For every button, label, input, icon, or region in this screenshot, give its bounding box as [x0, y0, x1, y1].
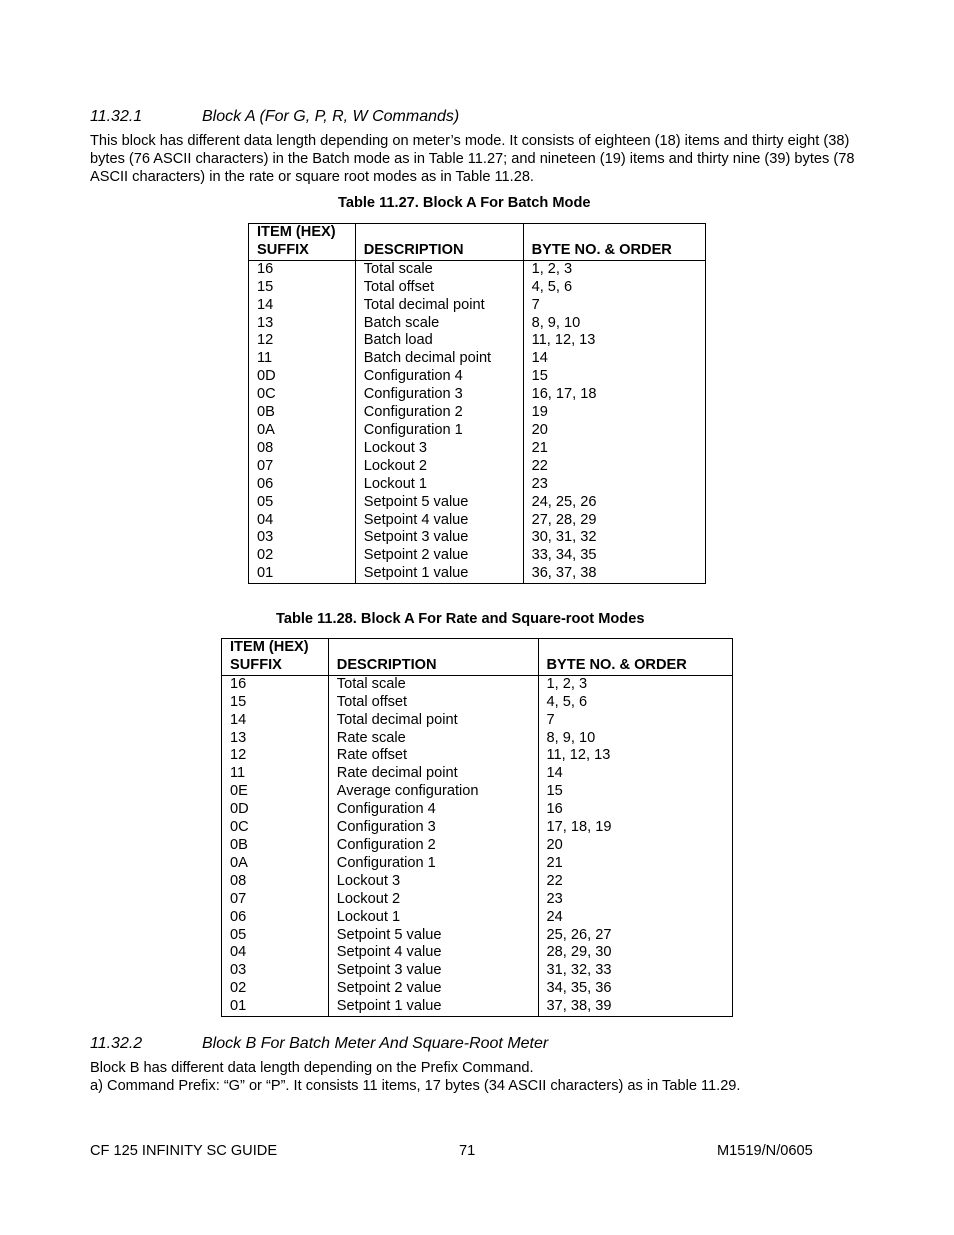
- cell-description: Configuration 3: [328, 819, 538, 837]
- cell-description: Setpoint 5 value: [328, 927, 538, 945]
- cell-item-suffix: 06: [222, 909, 329, 927]
- cell-description: Configuration 1: [328, 855, 538, 873]
- cell-description: Lockout 1: [355, 476, 523, 494]
- cell-byte-order: 24, 25, 26: [523, 494, 705, 512]
- cell-item-suffix: 15: [222, 694, 329, 712]
- cell-byte-order: 22: [523, 458, 705, 476]
- cell-byte-order: 1, 2, 3: [523, 260, 705, 278]
- cell-byte-order: 15: [523, 368, 705, 386]
- cell-item-suffix: 08: [249, 440, 356, 458]
- cell-description: Configuration 2: [328, 837, 538, 855]
- cell-item-suffix: 03: [249, 529, 356, 547]
- cell-description: Lockout 2: [355, 458, 523, 476]
- cell-byte-order: 27, 28, 29: [523, 512, 705, 530]
- cell-byte-order: 17, 18, 19: [538, 819, 732, 837]
- table-row: [249, 476, 706, 494]
- table-row: [222, 783, 733, 801]
- table-row: [222, 730, 733, 748]
- section-line-1: Block B has different data length depending on the Prefix Command.: [90, 1060, 534, 1076]
- table-row: [249, 404, 706, 422]
- cell-byte-order: 4, 5, 6: [523, 279, 705, 297]
- column-header-description: DESCRIPTION: [355, 224, 523, 261]
- table-row: [222, 998, 733, 1016]
- cell-item-suffix: 14: [222, 712, 329, 730]
- table-row: [249, 332, 706, 350]
- cell-description: Batch load: [355, 332, 523, 350]
- cell-description: Setpoint 4 value: [355, 512, 523, 530]
- cell-item-suffix: 0C: [222, 819, 329, 837]
- cell-byte-order: 15: [538, 783, 732, 801]
- table-11-28: [221, 638, 733, 1017]
- cell-byte-order: 19: [523, 404, 705, 422]
- table-row: [222, 747, 733, 765]
- cell-item-suffix: 04: [249, 512, 356, 530]
- cell-description: Setpoint 2 value: [355, 547, 523, 565]
- column-header-byte-order: BYTE NO. & ORDER: [523, 224, 705, 261]
- table-row: [249, 565, 706, 583]
- cell-byte-order: 20: [523, 422, 705, 440]
- column-header-description: DESCRIPTION: [328, 639, 538, 676]
- cell-item-suffix: 16: [222, 675, 329, 693]
- table-row: [249, 494, 706, 512]
- section-number: 11.32.2: [90, 1035, 143, 1052]
- cell-item-suffix: 11: [249, 350, 356, 368]
- cell-byte-order: 22: [538, 873, 732, 891]
- cell-byte-order: 25, 26, 27: [538, 927, 732, 945]
- cell-item-suffix: 13: [249, 315, 356, 333]
- cell-description: Setpoint 5 value: [355, 494, 523, 512]
- table-row: [222, 944, 733, 962]
- cell-byte-order: 36, 37, 38: [523, 565, 705, 583]
- table-row: [222, 675, 733, 693]
- cell-description: Configuration 1: [355, 422, 523, 440]
- cell-description: Total offset: [355, 279, 523, 297]
- cell-description: Configuration 2: [355, 404, 523, 422]
- cell-item-suffix: 0A: [249, 422, 356, 440]
- header-item-line2: SUFFIX: [230, 656, 282, 673]
- cell-byte-order: 14: [523, 350, 705, 368]
- cell-byte-order: 16: [538, 801, 732, 819]
- table-row: [249, 297, 706, 315]
- cell-byte-order: 24: [538, 909, 732, 927]
- table-caption-11-28: Table 11.28. Block A For Rate and Square-root Modes: [276, 611, 645, 627]
- cell-description: Rate decimal point: [328, 765, 538, 783]
- cell-item-suffix: 04: [222, 944, 329, 962]
- cell-item-suffix: 02: [222, 980, 329, 998]
- section-title: Block A (For G, P, R, W Commands): [202, 108, 460, 125]
- cell-byte-order: 1, 2, 3: [538, 675, 732, 693]
- cell-description: Configuration 3: [355, 386, 523, 404]
- cell-byte-order: 8, 9, 10: [523, 315, 705, 333]
- section-heading-11-32-2: [90, 1035, 548, 1053]
- table-row: [222, 837, 733, 855]
- cell-description: Average configuration: [328, 783, 538, 801]
- table-row: [249, 422, 706, 440]
- cell-description: Total offset: [328, 694, 538, 712]
- cell-byte-order: 23: [523, 476, 705, 494]
- table-row: [249, 529, 706, 547]
- section-line-2: a) Command Prefix: “G” or “P”. It consists 11 items, 17 bytes (34 ASCII characters) as in Table 11.29.: [90, 1078, 741, 1094]
- cell-byte-order: 16, 17, 18: [523, 386, 705, 404]
- cell-byte-order: 34, 35, 36: [538, 980, 732, 998]
- header-item-line2: SUFFIX: [257, 241, 309, 258]
- cell-item-suffix: 01: [222, 998, 329, 1016]
- table-row: [249, 512, 706, 530]
- cell-byte-order: 33, 34, 35: [523, 547, 705, 565]
- cell-item-suffix: 03: [222, 962, 329, 980]
- cell-item-suffix: 13: [222, 730, 329, 748]
- cell-byte-order: 11, 12, 13: [523, 332, 705, 350]
- table-row: [222, 962, 733, 980]
- cell-description: Setpoint 2 value: [328, 980, 538, 998]
- footer-page-number: 71: [459, 1143, 476, 1159]
- cell-description: Setpoint 4 value: [328, 944, 538, 962]
- header-item-line1: ITEM (HEX): [230, 639, 309, 655]
- section-heading-11-32-1: [90, 108, 459, 126]
- cell-byte-order: 37, 38, 39: [538, 998, 732, 1016]
- cell-byte-order: 30, 31, 32: [523, 529, 705, 547]
- cell-byte-order: 7: [538, 712, 732, 730]
- table-row: [249, 458, 706, 476]
- header-item-line1: ITEM (HEX): [257, 224, 336, 240]
- footer-doc-title: CF 125 INFINITY SC GUIDE: [90, 1143, 278, 1159]
- column-header-item: [222, 639, 329, 676]
- table-row: [249, 440, 706, 458]
- table-row: [222, 765, 733, 783]
- cell-description: Setpoint 3 value: [328, 962, 538, 980]
- table-row: [222, 801, 733, 819]
- cell-item-suffix: 05: [222, 927, 329, 945]
- cell-item-suffix: 07: [222, 891, 329, 909]
- table-caption-11-27: Table 11.27. Block A For Batch Mode: [338, 195, 591, 211]
- cell-description: Batch decimal point: [355, 350, 523, 368]
- cell-item-suffix: 0A: [222, 855, 329, 873]
- table-row: [222, 712, 733, 730]
- cell-item-suffix: 16: [249, 260, 356, 278]
- cell-description: Setpoint 1 value: [355, 565, 523, 583]
- cell-byte-order: 4, 5, 6: [538, 694, 732, 712]
- cell-item-suffix: 15: [249, 279, 356, 297]
- cell-byte-order: 23: [538, 891, 732, 909]
- cell-description: Total scale: [328, 675, 538, 693]
- cell-item-suffix: 01: [249, 565, 356, 583]
- table-row: [249, 279, 706, 297]
- table-row: [222, 927, 733, 945]
- cell-item-suffix: 14: [249, 297, 356, 315]
- cell-byte-order: 31, 32, 33: [538, 962, 732, 980]
- cell-byte-order: 28, 29, 30: [538, 944, 732, 962]
- cell-byte-order: 14: [538, 765, 732, 783]
- section-paragraph: This block has different data length depending on meter’s mode. It consists of eighteen (18) items and thirty eight (38) bytes (76 ASCII characters) in the Batch mode as in Table 11.27; and nineteen (19) items and thirty nine (39) bytes (78 ASCII characters) in the rate or square root modes as in Table 11.28.: [90, 133, 855, 185]
- cell-item-suffix: 0B: [249, 404, 356, 422]
- column-header-item: [249, 224, 356, 261]
- cell-byte-order: 21: [523, 440, 705, 458]
- cell-description: Configuration 4: [328, 801, 538, 819]
- cell-item-suffix: 02: [249, 547, 356, 565]
- section-title: Block B For Batch Meter And Square-Root Meter: [202, 1035, 549, 1052]
- section-number: 11.32.1: [90, 108, 143, 125]
- cell-byte-order: 8, 9, 10: [538, 730, 732, 748]
- cell-byte-order: 21: [538, 855, 732, 873]
- cell-item-suffix: 0C: [249, 386, 356, 404]
- cell-item-suffix: 07: [249, 458, 356, 476]
- cell-description: Total decimal point: [355, 297, 523, 315]
- cell-description: Lockout 2: [328, 891, 538, 909]
- table-row: [222, 819, 733, 837]
- table-row: [222, 909, 733, 927]
- table-row: [222, 891, 733, 909]
- cell-item-suffix: 0D: [249, 368, 356, 386]
- table-row: [249, 547, 706, 565]
- cell-description: Setpoint 1 value: [328, 998, 538, 1016]
- table-row: [249, 350, 706, 368]
- cell-description: Lockout 3: [328, 873, 538, 891]
- cell-description: Configuration 4: [355, 368, 523, 386]
- cell-description: Batch scale: [355, 315, 523, 333]
- table-row: [222, 694, 733, 712]
- table-row: [249, 315, 706, 333]
- cell-item-suffix: 06: [249, 476, 356, 494]
- table-11-27: [248, 223, 706, 584]
- table-row: [249, 368, 706, 386]
- cell-item-suffix: 08: [222, 873, 329, 891]
- cell-byte-order: 11, 12, 13: [538, 747, 732, 765]
- footer-doc-code: M1519/N/0605: [717, 1143, 813, 1159]
- cell-description: Total scale: [355, 260, 523, 278]
- cell-description: Setpoint 3 value: [355, 529, 523, 547]
- cell-item-suffix: 11: [222, 765, 329, 783]
- cell-description: Total decimal point: [328, 712, 538, 730]
- cell-item-suffix: 05: [249, 494, 356, 512]
- cell-item-suffix: 12: [249, 332, 356, 350]
- table-row: [222, 855, 733, 873]
- cell-description: Lockout 1: [328, 909, 538, 927]
- cell-item-suffix: 0B: [222, 837, 329, 855]
- cell-item-suffix: 0D: [222, 801, 329, 819]
- column-header-byte-order: BYTE NO. & ORDER: [538, 639, 732, 676]
- table-row: [222, 980, 733, 998]
- cell-byte-order: 7: [523, 297, 705, 315]
- cell-item-suffix: 12: [222, 747, 329, 765]
- table-row: [222, 873, 733, 891]
- table-row: [249, 386, 706, 404]
- cell-item-suffix: 0E: [222, 783, 329, 801]
- cell-description: Rate scale: [328, 730, 538, 748]
- cell-description: Lockout 3: [355, 440, 523, 458]
- cell-byte-order: 20: [538, 837, 732, 855]
- cell-description: Rate offset: [328, 747, 538, 765]
- table-row: [249, 260, 706, 278]
